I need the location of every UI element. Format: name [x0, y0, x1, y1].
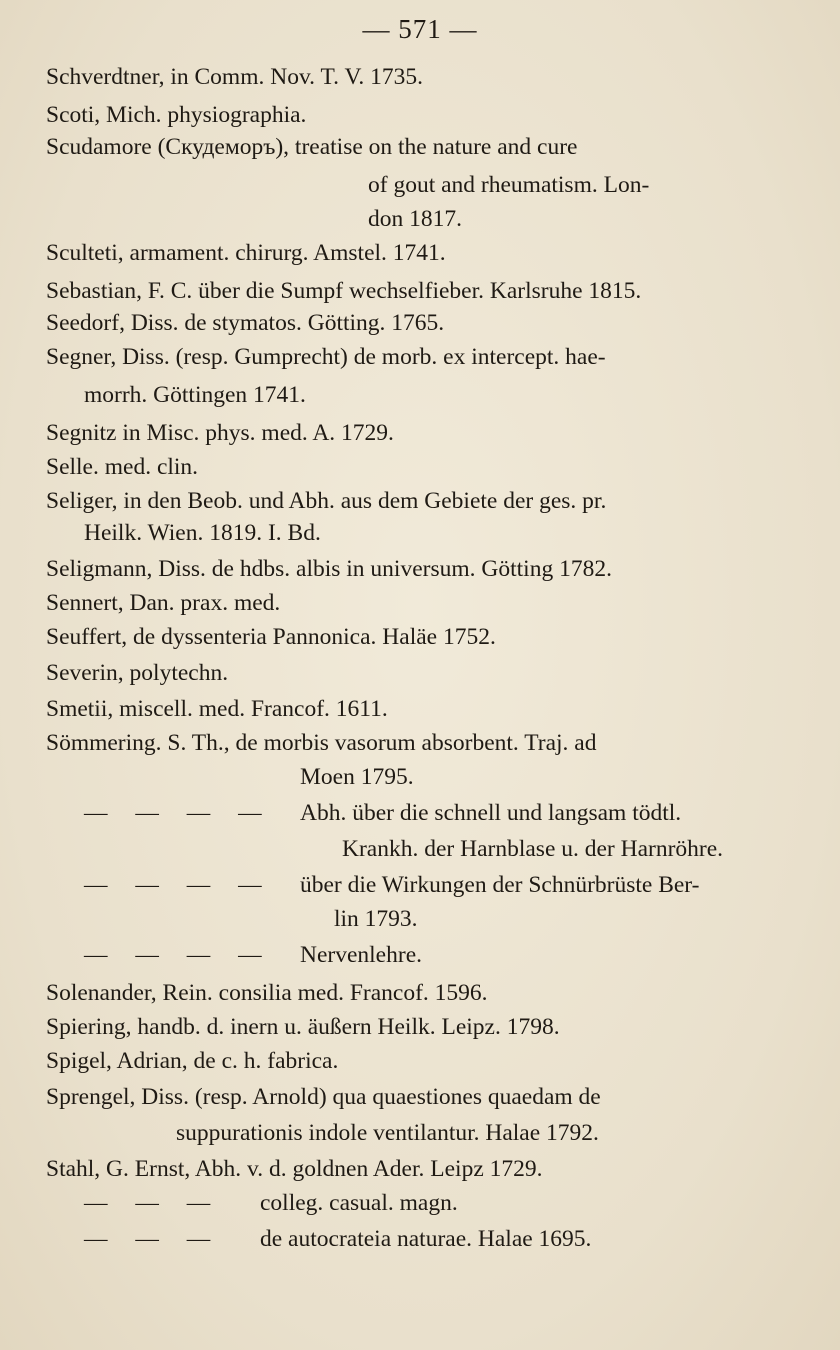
entry-line: de autocrateia naturae. Halae 1695.: [260, 1226, 592, 1252]
entry-line: Smetii, miscell. med. Francof. 1611.: [46, 696, 388, 722]
entry-line: Sennert, Dan. prax. med.: [46, 590, 281, 616]
entry-line: don 1817.: [368, 206, 462, 232]
ditto-dashes: — — — —: [84, 872, 262, 898]
entry-line: Abh. über die schnell und langsam tödtl.: [300, 800, 682, 826]
entry-line: lin 1793.: [334, 906, 418, 932]
entry-line: Sebastian, F. C. über die Sumpf wechselfieber. Karlsruhe 1815.: [46, 278, 642, 304]
entry-line: morrh. Göttingen 1741.: [84, 382, 306, 408]
entry-line: Solenander, Rein. consilia med. Francof. 1596.: [46, 980, 488, 1006]
entry-line: Seuffert, de dyssenteria Pannonica. Haläe 1752.: [46, 624, 496, 650]
entry-line: Moen 1795.: [300, 764, 414, 790]
entry-line: Severin, polytechn.: [46, 660, 229, 686]
entry-line: [46, 132, 758, 162]
ditto-dashes: — — —: [84, 1190, 211, 1216]
entry-line: Scoti, Mich. physiographia.: [46, 102, 307, 128]
entry-line: Selle. med. clin.: [46, 454, 199, 480]
entry-line: suppurationis indole ventilantur. Halae 1792.: [176, 1120, 599, 1146]
entry-line: of gout and rheumatism. Lon-: [368, 172, 650, 198]
page-number: — 571 —: [362, 14, 478, 44]
entry-line: Schverdtner, in Comm. Nov. T. V. 1735.: [46, 64, 424, 90]
entry-line: Nervenlehre.: [300, 942, 422, 968]
entry-line: Heilk. Wien. 1819. I. Bd.: [84, 520, 321, 546]
entry-line: Sömmering. S. Th., de morbis vasorum absorbent. Traj. ad: [46, 730, 597, 756]
entry-line: Seedorf, Diss. de stymatos. Götting. 1765.: [46, 310, 445, 336]
entry-line: Spigel, Adrian, de c. h. fabrica.: [46, 1048, 339, 1074]
ditto-dashes: — — — —: [84, 942, 262, 968]
entry-line: Stahl, G. Ernst, Abh. v. d. goldnen Ader. Leipz 1729.: [46, 1156, 543, 1182]
entry-line: Segner, Diss. (resp. Gumprecht) de morb. ex intercept. hae-: [46, 344, 606, 370]
entry-line: Sprengel, Diss. (resp. Arnold) qua quaestiones quaedam de: [46, 1084, 601, 1110]
entry-line-part: Scudamore (Скудеморъ), treatise on the nature and cure: [46, 134, 578, 160]
entry-line: über die Wirkungen der Schnürbrüste Ber-: [300, 872, 700, 898]
entry-line: Spiering, handb. d. inern u. äußern Heilk. Leipz. 1798.: [46, 1014, 560, 1040]
entry-line: colleg. casual. magn.: [260, 1190, 458, 1216]
entry-line: Segnitz in Misc. phys. med. A. 1729.: [46, 420, 394, 446]
ditto-dashes: — — —: [84, 1226, 211, 1252]
entry-line: Seliger, in den Beob. und Abh. aus dem Gebiete der ges. pr.: [46, 488, 607, 514]
entry-line: Krankh. der Harnblase u. der Harnröhre.: [342, 836, 724, 862]
entry-line: Seligmann, Diss. de hdbs. albis in universum. Götting 1782.: [46, 556, 612, 582]
entry-line: Sculteti, armament. chirurg. Amstel. 1741.: [46, 240, 446, 266]
ditto-dashes: — — — —: [84, 800, 262, 826]
